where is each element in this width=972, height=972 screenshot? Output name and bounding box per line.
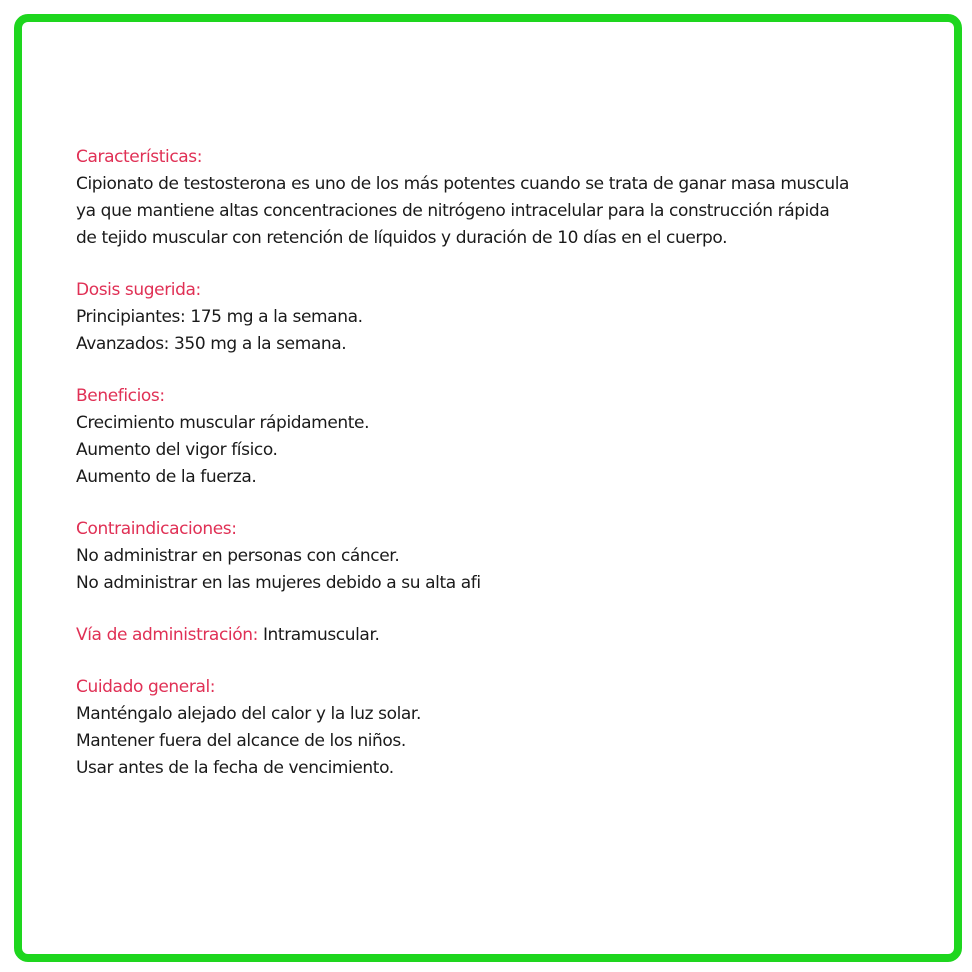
heading-dosis: Dosis sugerida:: [76, 280, 201, 300]
section-contraindicaciones: [76, 516, 919, 597]
section-beneficios: [76, 383, 919, 491]
heading-via: Vía de administración:: [76, 625, 258, 645]
caracteristicas-line-2: ya que mantiene altas concentraciones de nitrógeno intracelular para la construcción rápida: [76, 201, 830, 221]
cuidado-line-1: Manténgalo alejado del calor y la luz solar.: [76, 704, 421, 724]
contraindicaciones-line-2: No administrar en las mujeres debido a su alta afi: [76, 573, 481, 593]
caracteristicas-line-1: Cipionato de testosterona es uno de los más potentes cuando se trata de ganar masa muscula: [76, 174, 850, 194]
contraindicaciones-line-1: No administrar en personas con cáncer.: [76, 546, 400, 566]
heading-contraindicaciones: Contraindicaciones:: [76, 519, 237, 539]
beneficios-line-1: Crecimiento muscular rápidamente.: [76, 413, 370, 433]
heading-cuidado: Cuidado general:: [76, 677, 216, 697]
section-dosis: [76, 277, 919, 358]
cuidado-line-3: Usar antes de la fecha de vencimiento.: [76, 758, 394, 778]
beneficios-line-2: Aumento del vigor físico.: [76, 440, 278, 460]
product-info: [76, 144, 919, 807]
dosis-line-1: Principiantes: 175 mg a la semana.: [76, 307, 363, 327]
caracteristicas-line-3: de tejido muscular con retención de líquidos y duración de 10 días en el cuerpo.: [76, 228, 728, 248]
heading-beneficios: Beneficios:: [76, 386, 165, 406]
section-via: [76, 622, 919, 649]
section-caracteristicas: [76, 144, 919, 252]
dosis-line-2: Avanzados: 350 mg a la semana.: [76, 334, 347, 354]
heading-caracteristicas: Características:: [76, 147, 203, 167]
cuidado-line-2: Mantener fuera del alcance de los niños.: [76, 731, 406, 751]
beneficios-line-3: Aumento de la fuerza.: [76, 467, 257, 487]
via-value: Intramuscular.: [262, 625, 380, 645]
section-cuidado: [76, 674, 919, 782]
